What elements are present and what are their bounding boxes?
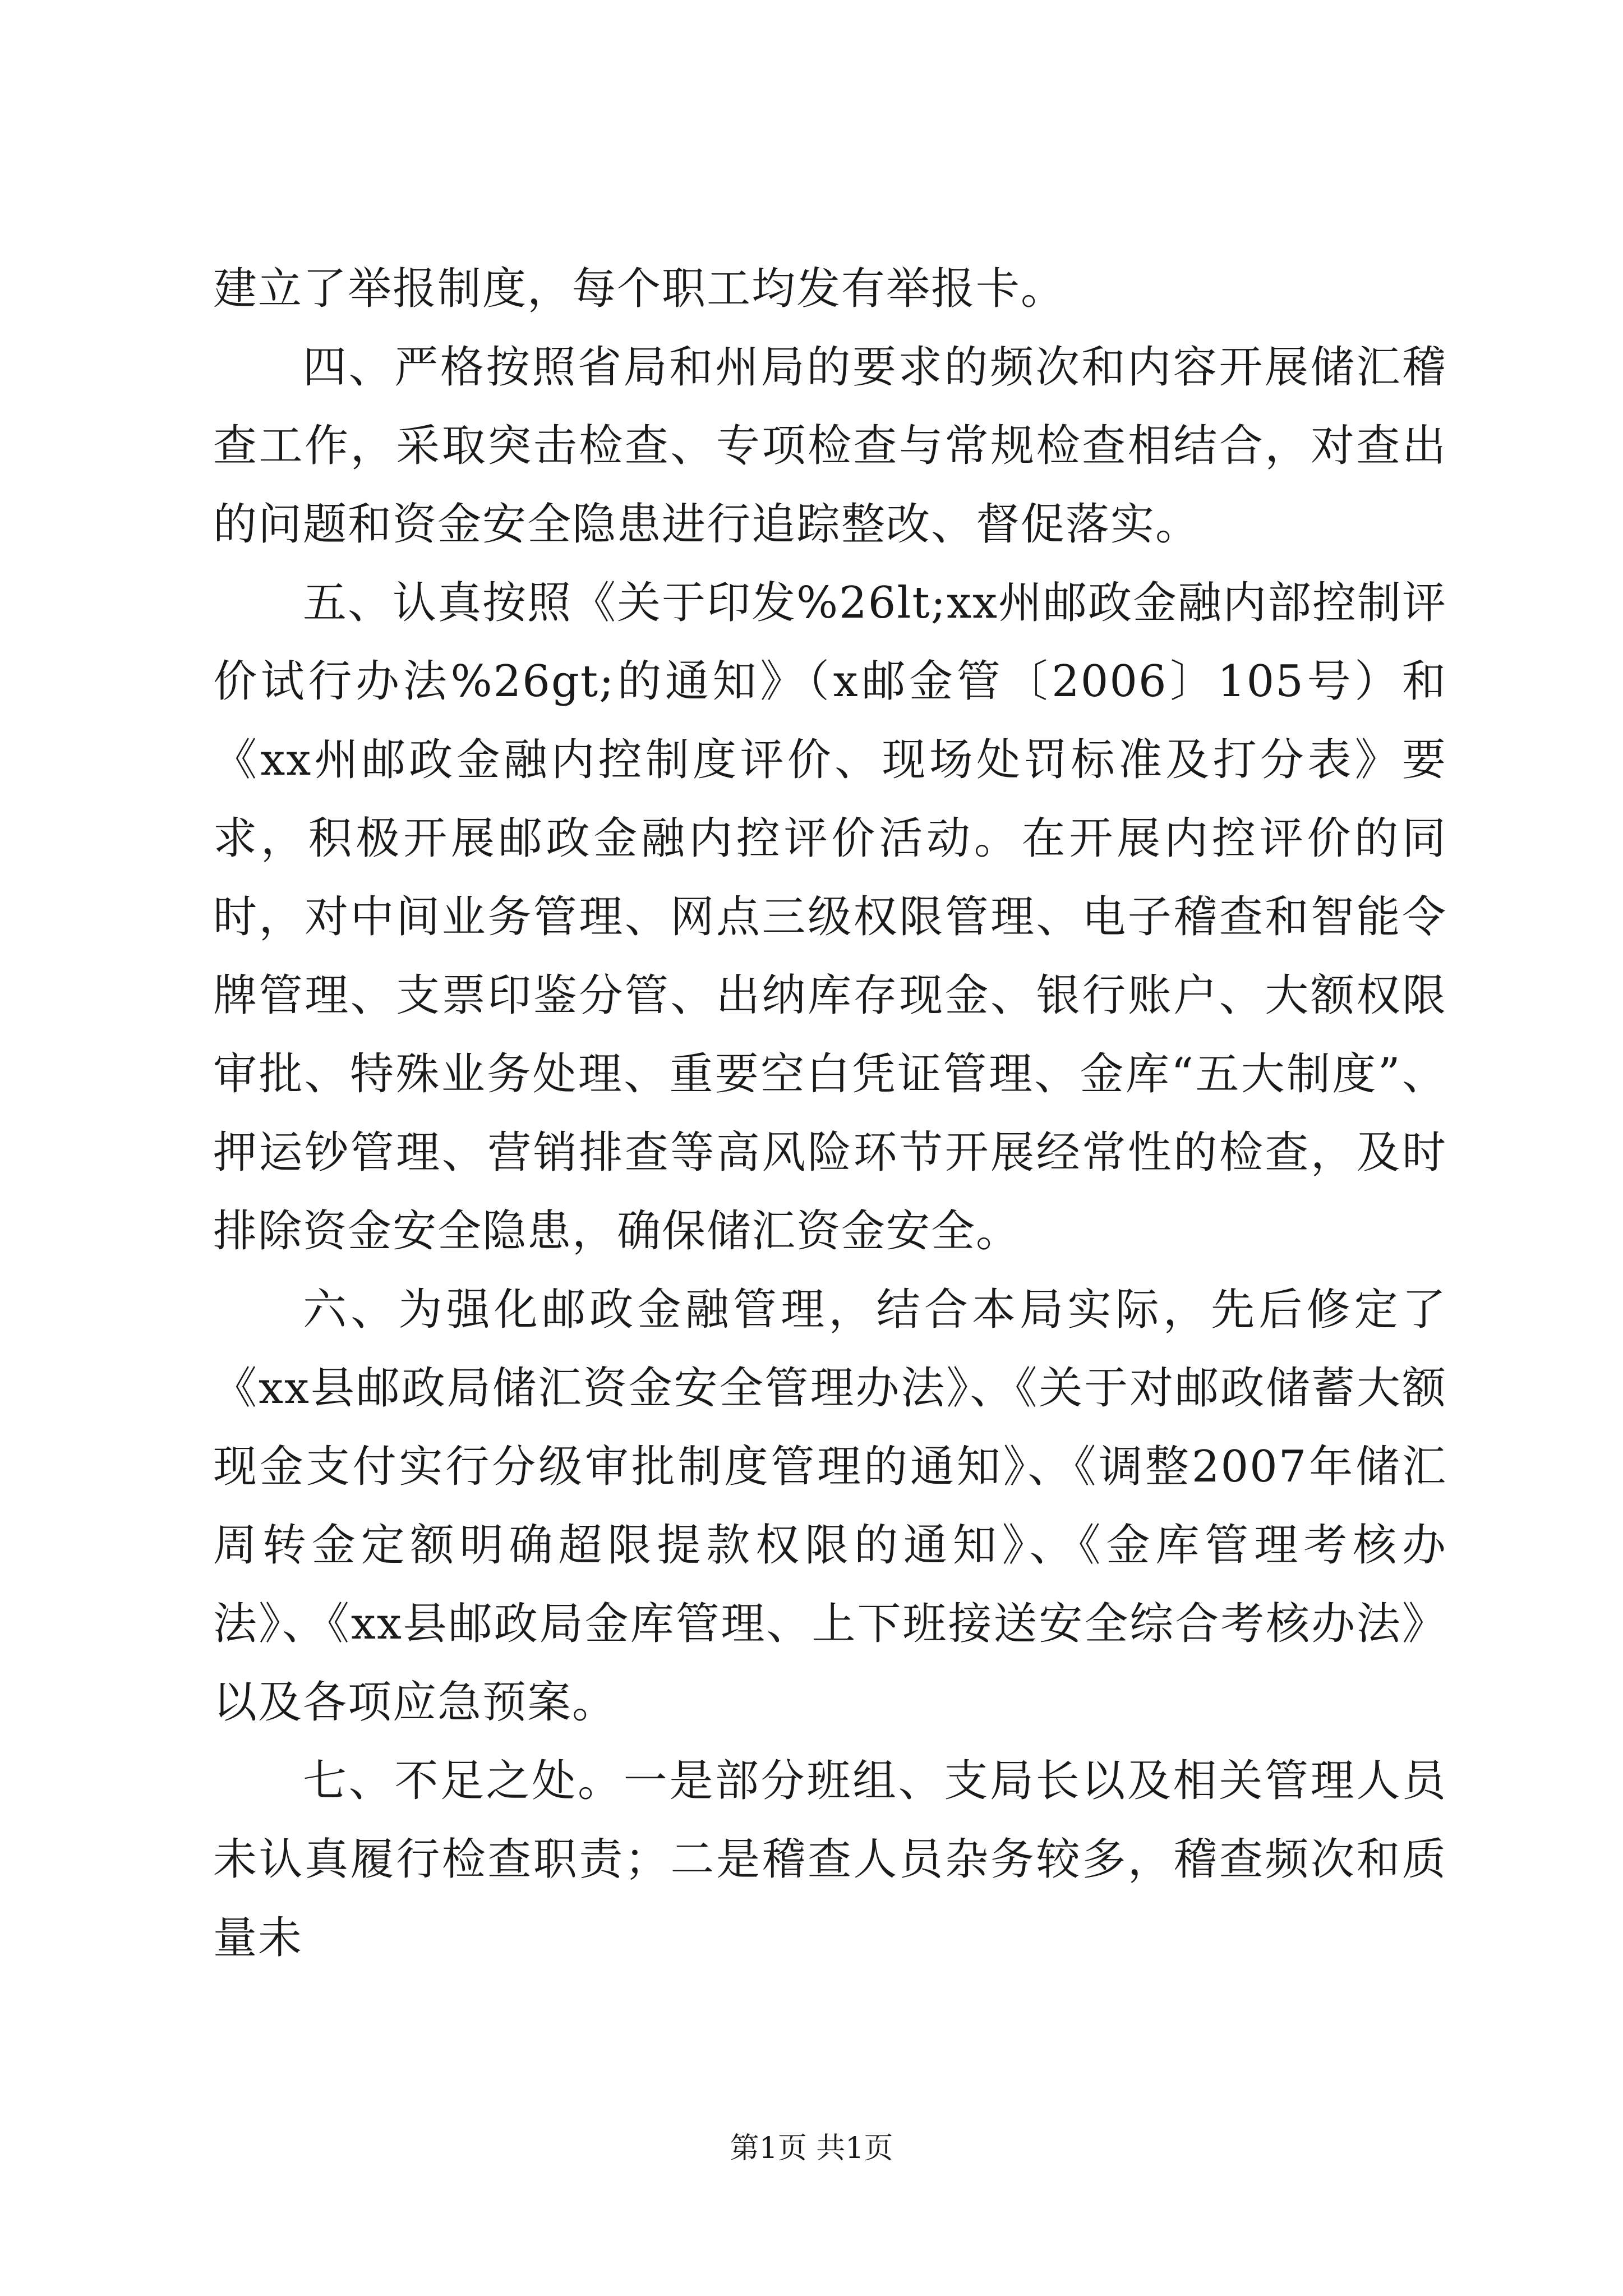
paragraph-1: 建立了举报制度，每个职工均发有举报卡。 — [213, 264, 1066, 314]
page-footer: 第1页 共1页 — [730, 2132, 893, 2165]
paragraph-3: 五、认真按照《关于印发%26lt;xx州邮政金融内部控制评价试行办法%26gt;的通知》（x邮金管〔2006〕105号）和《xx州邮政金融内控制度评价、现场处罚标准及打分表》要求，积极开展邮政金融内控评价活动。在开展内控评价的同时，对中间业务管理、网点三级权限管理、电子稽查和智能令牌管理、支票印鉴分管、出纳库存现金、银行账户、大额权限审批、特殊业务处理、重要空白凭证管理、金库“五大制度”、押运钞管理、营销排查等高风险环节开展经常性的检查，及时排除资金安全隐患，确保储汇资金安全。 — [213, 578, 1447, 1257]
paragraph-5: 七、不足之处。一是部分班组、支局长以及相关管理人员未认真履行检查职责；二是稽查人员杂务较多，稽查频次和质量未 — [213, 1756, 1447, 1963]
paragraph-2: 四、严格按照省局和州局的要求的频次和内容开展储汇稽查工作，采取突击检查、专项检查与常规检查相结合，对查出的问题和资金安全隐患进行追踪整改、督促落实。 — [213, 342, 1447, 550]
document-body — [213, 250, 1447, 1977]
paragraph-4: 六、为强化邮政金融管理，结合本局实际，先后修定了《xx县邮政局储汇资金安全管理办法》、《关于对邮政储蓄大额现金支付实行分级审批制度管理的通知》、《调整2007年储汇周转金定额明确超限提款权限的通知》、《金库管理考核办法》、《xx县邮政局金库管理、上下班接送安全综合考核办法》以及各项应急预案。 — [213, 1285, 1447, 1728]
